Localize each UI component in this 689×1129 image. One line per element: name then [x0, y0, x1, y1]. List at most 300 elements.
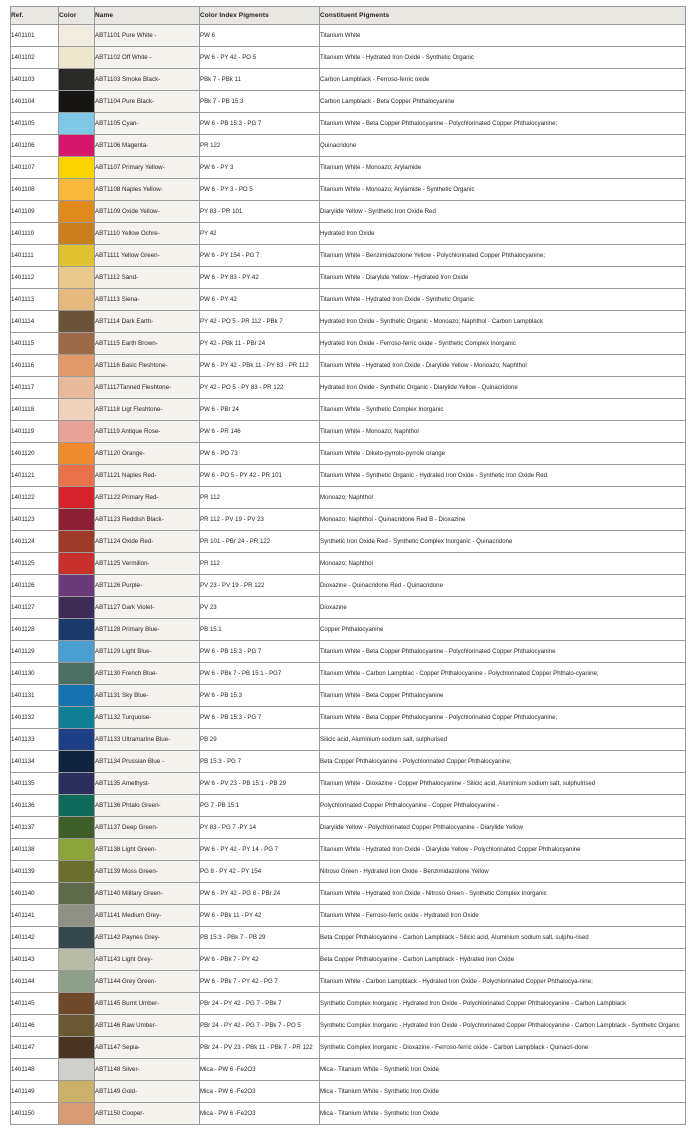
cell-color-swatch: [59, 817, 95, 839]
cell-constituent-pigments: Titanium White - Benzimidazolone Yellow - Polychlorinated Copper Phthalocyanine;: [320, 245, 686, 267]
cell-name: ABT1108 Naples Yellow-: [95, 179, 200, 201]
cell-name: ABT1129 Light Blue-: [95, 641, 200, 663]
cell-ref: 1401136: [11, 795, 59, 817]
cell-color-swatch: [59, 267, 95, 289]
table-row: [11, 861, 686, 883]
table-body: [11, 25, 686, 1125]
cell-color-swatch: [59, 135, 95, 157]
cell-name: ABT1104 Pure Black-: [95, 91, 200, 113]
color-swatch: [59, 773, 94, 794]
color-swatch: [59, 905, 94, 926]
cell-ref: 1401115: [11, 333, 59, 355]
cell-name: ABT1127 Dark Violet-: [95, 597, 200, 619]
table-row: [11, 157, 686, 179]
color-swatch: [59, 1037, 94, 1058]
color-swatch: [59, 311, 94, 332]
cell-color-swatch: [59, 773, 95, 795]
cell-ref: 1401114: [11, 311, 59, 333]
color-swatch: [59, 531, 94, 552]
cell-constituent-pigments: Titanium White - Carbon Lampblac - Copper Phthalocyanine - Polychlorinated Copper Phthalo-cyanine;: [320, 663, 686, 685]
cell-color-index-pigments: PW 6 - PV 23 - PB 15:1 - PB 29: [200, 773, 320, 795]
table-row: [11, 465, 686, 487]
cell-color-swatch: [59, 1015, 95, 1037]
cell-name: ABT1113 Siena-: [95, 289, 200, 311]
cell-name: ABT1140 Military Green-: [95, 883, 200, 905]
cell-constituent-pigments: Beta Copper Phthalocyanine - Polychlorinated Copper Phthalocyanine;: [320, 751, 686, 773]
cell-color-index-pigments: PW 6 - PY 42 - PG 8 - PBr 24: [200, 883, 320, 905]
cell-name: ABT1141 Medium Grey-: [95, 905, 200, 927]
cell-ref: 1401106: [11, 135, 59, 157]
cell-color-swatch: [59, 157, 95, 179]
cell-color-swatch: [59, 311, 95, 333]
cell-name: ABT1132 Turquoise-: [95, 707, 200, 729]
cell-color-swatch: [59, 223, 95, 245]
cell-ref: 1401135: [11, 773, 59, 795]
cell-ref: 1401108: [11, 179, 59, 201]
cell-name: ABT1116 Basic Fleshtone-: [95, 355, 200, 377]
table-row: [11, 685, 686, 707]
color-swatch: [59, 707, 94, 728]
table-row: [11, 267, 686, 289]
cell-name: ABT1110 Yellow Ochre-: [95, 223, 200, 245]
cell-name: ABT1148 Silver-: [95, 1059, 200, 1081]
cell-name: ABT1118 Ligt Fleshtone-: [95, 399, 200, 421]
cell-ref: 1401127: [11, 597, 59, 619]
table-row: [11, 443, 686, 465]
cell-color-swatch: [59, 289, 95, 311]
cell-constituent-pigments: Hydrated Iron Oxide - Synthetic Organic - Diarylide Yellow - Quinacridone: [320, 377, 686, 399]
cell-name: ABT1128 Primary Blue-: [95, 619, 200, 641]
table-row: [11, 69, 686, 91]
table-row: [11, 663, 686, 685]
cell-name: ABT1117Tanned Fleshtone-: [95, 377, 200, 399]
cell-ref: 1401126: [11, 575, 59, 597]
table-row: [11, 751, 686, 773]
table-row: [11, 905, 686, 927]
cell-color-index-pigments: PW 6 - PBk 7 - PB 15:1 - PG7: [200, 663, 320, 685]
color-swatch: [59, 1103, 94, 1124]
cell-color-swatch: [59, 91, 95, 113]
cell-name: ABT1131 Sky Blue-: [95, 685, 200, 707]
cell-constituent-pigments: Titanium White - Carbon Lampblack - Hydrated Iron Oxide - Polychlorinated Copper Phthalocya-nine;: [320, 971, 686, 993]
cell-color-swatch: [59, 949, 95, 971]
color-swatch: [59, 795, 94, 816]
cell-color-swatch: [59, 971, 95, 993]
cell-color-swatch: [59, 25, 95, 47]
cell-name: ABT1123 Reddish Black-: [95, 509, 200, 531]
cell-color-index-pigments: PG 7 -PB 15:1: [200, 795, 320, 817]
cell-ref: 1401103: [11, 69, 59, 91]
cell-color-index-pigments: PV 23: [200, 597, 320, 619]
column-header-color-index-pigments: Color Index Pigments: [200, 7, 320, 25]
cell-constituent-pigments: Beta Copper Phthalocyanine - Carbon Lampblack - Hydrated Iron Oxide: [320, 949, 686, 971]
cell-color-swatch: [59, 443, 95, 465]
cell-ref: 1401109: [11, 201, 59, 223]
cell-ref: 1401133: [11, 729, 59, 751]
cell-ref: 1401102: [11, 47, 59, 69]
cell-constituent-pigments: Titanium White - Synthetic Complex Inorganic: [320, 399, 686, 421]
cell-color-index-pigments: PBr 24 - PY 42 - PG 7 - PBk 7: [200, 993, 320, 1015]
cell-ref: 1401110: [11, 223, 59, 245]
cell-color-index-pigments: PR 112: [200, 553, 320, 575]
cell-name: ABT1150 Cooper-: [95, 1103, 200, 1125]
table-row: [11, 795, 686, 817]
cell-color-swatch: [59, 619, 95, 641]
cell-constituent-pigments: Diarylide Yellow - Polychlorinated Copper Phthalocyanine - Diarylide Yellow: [320, 817, 686, 839]
cell-name: ABT1139 Moss Green-: [95, 861, 200, 883]
cell-color-index-pigments: PW 6 - PY 3 - PO 5: [200, 179, 320, 201]
cell-name: ABT1107 Primary Yellow-: [95, 157, 200, 179]
cell-color-index-pigments: PV 23 - PV 19 - PR 122: [200, 575, 320, 597]
cell-ref: 1401117: [11, 377, 59, 399]
color-swatch: [59, 487, 94, 508]
cell-name: ABT1133 Ultramarine Blue-: [95, 729, 200, 751]
cell-constituent-pigments: Titanium White - Diarylide Yellow - Hydrated Iron Oxide: [320, 267, 686, 289]
cell-constituent-pigments: Titanium White - Synthetic Organic - Hydrated Iron Oxide - Synthetic Iron Oxide Red: [320, 465, 686, 487]
cell-color-swatch: [59, 245, 95, 267]
cell-name: ABT1120 Orange-: [95, 443, 200, 465]
cell-color-index-pigments: PW 6 - PY 83 - PY 42: [200, 267, 320, 289]
cell-constituent-pigments: Hydrated Iron Oxide: [320, 223, 686, 245]
cell-ref: 1401139: [11, 861, 59, 883]
cell-constituent-pigments: Hydrated Iron Oxide - Ferroso-ferric oxide - Synthetic Complex Inorganic: [320, 333, 686, 355]
cell-color-index-pigments: PW 6 - PBk 7 - PY 42 - PG 7: [200, 971, 320, 993]
cell-color-index-pigments: PW 6: [200, 25, 320, 47]
cell-color-index-pigments: PW 6 - PO 5 - PY 42 - PR 101: [200, 465, 320, 487]
cell-constituent-pigments: Mica - Titanium White - Synthetic Iron Oxide: [320, 1103, 686, 1125]
cell-color-index-pigments: PW 6 - PY 3: [200, 157, 320, 179]
table-row: [11, 949, 686, 971]
column-header-ref: Ref.: [11, 7, 59, 25]
cell-color-swatch: [59, 707, 95, 729]
table-row: [11, 971, 686, 993]
table-row: [11, 773, 686, 795]
cell-color-index-pigments: PW 6 - PO 73: [200, 443, 320, 465]
cell-ref: 1401120: [11, 443, 59, 465]
cell-constituent-pigments: Monoazo; Naphthol: [320, 553, 686, 575]
cell-color-swatch: [59, 69, 95, 91]
cell-color-swatch: [59, 553, 95, 575]
cell-color-index-pigments: PW 6 - PB 15:3: [200, 685, 320, 707]
cell-constituent-pigments: Titanium White - Monoazo; Arylamide: [320, 157, 686, 179]
cell-color-index-pigments: PR 112: [200, 487, 320, 509]
cell-color-swatch: [59, 465, 95, 487]
cell-name: ABT1145 Burnt Umber-: [95, 993, 200, 1015]
cell-color-index-pigments: PB 29: [200, 729, 320, 751]
color-swatch: [59, 91, 94, 112]
table-row: [11, 289, 686, 311]
color-swatch: [59, 597, 94, 618]
cell-color-swatch: [59, 729, 95, 751]
cell-name: ABT1144 Grey Green-: [95, 971, 200, 993]
cell-color-index-pigments: PY 42: [200, 223, 320, 245]
cell-name: ABT1109 Oxide Yellow-: [95, 201, 200, 223]
cell-color-index-pigments: PB 15:3 - PG 7: [200, 751, 320, 773]
cell-color-swatch: [59, 993, 95, 1015]
cell-ref: 1401111: [11, 245, 59, 267]
cell-color-index-pigments: PW 6 - PR 146: [200, 421, 320, 443]
cell-constituent-pigments: Monoazo; Naphthol - Quinacridone Red B - Dioxazine: [320, 509, 686, 531]
cell-ref: 1401149: [11, 1081, 59, 1103]
cell-ref: 1401131: [11, 685, 59, 707]
table-row: [11, 333, 686, 355]
color-swatch: [59, 355, 94, 376]
cell-ref: 1401147: [11, 1037, 59, 1059]
table-row: [11, 245, 686, 267]
cell-ref: 1401125: [11, 553, 59, 575]
table-row: [11, 1037, 686, 1059]
table-row: [11, 707, 686, 729]
cell-color-swatch: [59, 377, 95, 399]
cell-ref: 1401118: [11, 399, 59, 421]
table-row: [11, 1081, 686, 1103]
cell-name: ABT1135 Amethyst-: [95, 773, 200, 795]
cell-name: ABT1138 Light Green-: [95, 839, 200, 861]
color-swatch: [59, 157, 94, 178]
cell-ref: 1401105: [11, 113, 59, 135]
color-swatch: [59, 839, 94, 860]
cell-constituent-pigments: Titanium White - Hydrated Iron Oxide - Diarylide Yellow - Monoazo; Naphthol: [320, 355, 686, 377]
cell-constituent-pigments: Titanium White - Beta Copper Phthalocyanine - Polychlorinated Copper Phthalocyanine;: [320, 113, 686, 135]
table-row: [11, 993, 686, 1015]
color-swatch: [59, 377, 94, 398]
cell-ref: 1401122: [11, 487, 59, 509]
color-swatch: [59, 751, 94, 772]
column-header-name: Name: [95, 7, 200, 25]
color-swatch: [59, 949, 94, 970]
cell-color-index-pigments: PBr 24 - PV 23 - PBk 11 - PBk 7 - PR 122: [200, 1037, 320, 1059]
color-swatch: [59, 685, 94, 706]
cell-color-swatch: [59, 685, 95, 707]
cell-color-swatch: [59, 883, 95, 905]
cell-color-swatch: [59, 509, 95, 531]
cell-color-swatch: [59, 333, 95, 355]
table-header: [11, 7, 686, 25]
table-header-row: [11, 7, 686, 25]
color-swatch: [59, 971, 94, 992]
cell-ref: 1401116: [11, 355, 59, 377]
table-row: [11, 377, 686, 399]
cell-color-index-pigments: Mica - PW 6 -Fe2O3: [200, 1059, 320, 1081]
cell-constituent-pigments: Nitroso Green - Hydrated Iron Oxide - Benzimidazolone Yellow: [320, 861, 686, 883]
table-row: [11, 619, 686, 641]
color-swatch: [59, 69, 94, 90]
color-swatch: [59, 619, 94, 640]
cell-ref: 1401132: [11, 707, 59, 729]
cell-constituent-pigments: Synthetic Iron Oxide Red - Synthetic Complex Inorganic - Quinacridone: [320, 531, 686, 553]
cell-color-index-pigments: PW 6 - PB 15:3 - PG 7: [200, 707, 320, 729]
cell-ref: 1401148: [11, 1059, 59, 1081]
cell-ref: 1401129: [11, 641, 59, 663]
table-row: [11, 399, 686, 421]
color-swatch: [59, 289, 94, 310]
cell-constituent-pigments: Monoazo; Naphthol: [320, 487, 686, 509]
cell-ref: 1401143: [11, 949, 59, 971]
cell-color-swatch: [59, 113, 95, 135]
cell-color-swatch: [59, 47, 95, 69]
cell-constituent-pigments: Beta Copper Phthalocyanine - Carbon Lampblack - Silicic acid, Aluminium sodium salt, sulphu-rised: [320, 927, 686, 949]
table-row: [11, 531, 686, 553]
cell-ref: 1401121: [11, 465, 59, 487]
cell-color-index-pigments: PW 6 - PY 42 - PY 14 - PG 7: [200, 839, 320, 861]
cell-color-swatch: [59, 487, 95, 509]
cell-ref: 1401119: [11, 421, 59, 443]
cell-ref: 1401134: [11, 751, 59, 773]
cell-ref: 1401107: [11, 157, 59, 179]
cell-color-index-pigments: PG 8 - PY 42 - PY 154: [200, 861, 320, 883]
color-swatch: [59, 1059, 94, 1080]
cell-color-index-pigments: PR 101 - PBr 24 - PR 122: [200, 531, 320, 553]
table-row: [11, 1059, 686, 1081]
cell-color-swatch: [59, 1103, 95, 1125]
color-swatch: [59, 927, 94, 948]
cell-color-index-pigments: Mica - PW 6 -Fe2O3: [200, 1103, 320, 1125]
table-row: [11, 223, 686, 245]
cell-color-index-pigments: PW 6 - PY 154 - PG 7: [200, 245, 320, 267]
color-swatch: [59, 113, 94, 134]
cell-color-index-pigments: PW 6 - PY 42 - PBk 11 - PY 83 - PR 112: [200, 355, 320, 377]
cell-constituent-pigments: Titanium White - Beta Copper Phthalocyanine - Polychlorinated Copper Phthalocyanine;: [320, 707, 686, 729]
cell-constituent-pigments: Quinacridone: [320, 135, 686, 157]
table-row: [11, 597, 686, 619]
cell-ref: 1401113: [11, 289, 59, 311]
cell-color-swatch: [59, 905, 95, 927]
cell-color-swatch: [59, 201, 95, 223]
column-header-constituent-pigments: Constituent Pigments: [320, 7, 686, 25]
color-swatch: [59, 25, 94, 46]
table-row: [11, 113, 686, 135]
cell-constituent-pigments: Dioxazine: [320, 597, 686, 619]
color-swatch: [59, 333, 94, 354]
cell-color-index-pigments: PB 15:3 - PBk 7 - PB 29: [200, 927, 320, 949]
cell-color-index-pigments: PY 83 - PG 7 -PY 14: [200, 817, 320, 839]
cell-ref: 1401104: [11, 91, 59, 113]
cell-color-swatch: [59, 751, 95, 773]
table-row: [11, 839, 686, 861]
cell-color-index-pigments: PW 6 - PBr 24: [200, 399, 320, 421]
color-swatch: [59, 641, 94, 662]
cell-color-index-pigments: PBk 7 - PB 15:3: [200, 91, 320, 113]
cell-color-index-pigments: PBk 7 - PBk 11: [200, 69, 320, 91]
cell-constituent-pigments: Copper Phthalocyanine: [320, 619, 686, 641]
table-row: [11, 135, 686, 157]
cell-constituent-pigments: Titanium White - Dioxazine - Copper Phthalocyanine - Silicic acid, Aluminium sodium salt, sulphulrised: [320, 773, 686, 795]
cell-color-index-pigments: PW 6 - PY 42: [200, 289, 320, 311]
table-row: [11, 1015, 686, 1037]
cell-constituent-pigments: Titanium White - Beta Copper Phthalocyanine: [320, 685, 686, 707]
cell-name: ABT1115 Earth Brown-: [95, 333, 200, 355]
cell-constituent-pigments: Titanium White - Beta Copper Phthalocyanine - Polychlorinated Copper Phthalocyanine: [320, 641, 686, 663]
cell-name: ABT1105 Cyan-: [95, 113, 200, 135]
color-swatch: [59, 817, 94, 838]
cell-color-index-pigments: PR 112 - PV 19 - PV 23: [200, 509, 320, 531]
cell-ref: 1401130: [11, 663, 59, 685]
table-row: [11, 47, 686, 69]
cell-ref: 1401150: [11, 1103, 59, 1125]
cell-color-index-pigments: PW 6 - PBk 7 - PY 42: [200, 949, 320, 971]
table-row: [11, 201, 686, 223]
column-header-color: Color: [59, 7, 95, 25]
cell-color-swatch: [59, 839, 95, 861]
color-swatch: [59, 47, 94, 68]
cell-constituent-pigments: Mica - Titanium White - Synthetic Iron Oxide: [320, 1081, 686, 1103]
cell-constituent-pigments: Silicic acid, Aluminium sodium salt, sulphurised: [320, 729, 686, 751]
table-row: [11, 729, 686, 751]
cell-constituent-pigments: Mica - Titanium White - Synthetic Iron Oxide: [320, 1059, 686, 1081]
cell-color-swatch: [59, 179, 95, 201]
color-swatch: [59, 135, 94, 156]
cell-name: ABT1136 Phtalo Green-: [95, 795, 200, 817]
cell-name: ABT1102 Off White -: [95, 47, 200, 69]
table-row: [11, 421, 686, 443]
cell-color-index-pigments: PW 6 - PB 15:3 - PG 7: [200, 641, 320, 663]
cell-ref: 1401140: [11, 883, 59, 905]
color-swatch: [59, 883, 94, 904]
cell-name: ABT1134 Prussian Blue -: [95, 751, 200, 773]
cell-constituent-pigments: Titanium White - Hydrated Iron Oxide - Synthetic Organic: [320, 47, 686, 69]
color-swatch: [59, 179, 94, 200]
cell-name: ABT1122 Primary Red-: [95, 487, 200, 509]
cell-color-index-pigments: PY 42 - PO 5 - PR 112 - PBk 7: [200, 311, 320, 333]
color-swatch: [59, 509, 94, 530]
cell-name: ABT1119 Antique Rose-: [95, 421, 200, 443]
cell-color-swatch: [59, 421, 95, 443]
cell-name: ABT1111 Yellow Green-: [95, 245, 200, 267]
cell-ref: 1401142: [11, 927, 59, 949]
color-swatch: [59, 201, 94, 222]
cell-constituent-pigments: Polychlorinated Copper Phthalocyanine - Copper Phthalocyanine -: [320, 795, 686, 817]
cell-color-swatch: [59, 531, 95, 553]
color-swatch: [59, 421, 94, 442]
table-row: [11, 575, 686, 597]
cell-color-swatch: [59, 1059, 95, 1081]
cell-color-index-pigments: Mica - PW 6 -Fe2O3: [200, 1081, 320, 1103]
table-row: [11, 883, 686, 905]
cell-color-index-pigments: PB 15:1: [200, 619, 320, 641]
color-swatch: [59, 663, 94, 684]
cell-color-swatch: [59, 597, 95, 619]
table-row: [11, 311, 686, 333]
cell-constituent-pigments: Titanium White: [320, 25, 686, 47]
cell-name: ABT1143 Light Grey-: [95, 949, 200, 971]
cell-name: ABT1106 Magenta-: [95, 135, 200, 157]
cell-color-swatch: [59, 355, 95, 377]
cell-constituent-pigments: Titanium White - Monoazo; Arylamide - Synthetic Organic: [320, 179, 686, 201]
table-row: [11, 817, 686, 839]
cell-color-swatch: [59, 927, 95, 949]
cell-name: ABT1147 Sepia-: [95, 1037, 200, 1059]
cell-constituent-pigments: Carbon Lampblack - Ferroso-ferric oxide: [320, 69, 686, 91]
table-row: [11, 25, 686, 47]
cell-ref: 1401141: [11, 905, 59, 927]
color-swatch: [59, 993, 94, 1014]
table-row: [11, 179, 686, 201]
cell-color-swatch: [59, 663, 95, 685]
cell-constituent-pigments: Carbon Lampblack - Beta Copper Phthalocyanine: [320, 91, 686, 113]
cell-constituent-pigments: Diarylide Yellow - Synthetic Iron Oxide Red: [320, 201, 686, 223]
cell-color-swatch: [59, 1081, 95, 1103]
cell-color-swatch: [59, 861, 95, 883]
cell-name: ABT1125 Vermilion-: [95, 553, 200, 575]
cell-name: ABT1114 Dark Earth-: [95, 311, 200, 333]
color-swatch: [59, 1015, 94, 1036]
cell-constituent-pigments: Titanium White - Hydrated Iron Oxide - Synthetic Organic: [320, 289, 686, 311]
cell-constituent-pigments: Hydrated Iron Oxide - Synthetic Organic - Monoazo; Naphthol - Carbon Lampblack: [320, 311, 686, 333]
color-swatch: [59, 267, 94, 288]
cell-color-index-pigments: PY 42 - PBk 11 - PBr 24: [200, 333, 320, 355]
table-row: [11, 355, 686, 377]
cell-ref: 1401128: [11, 619, 59, 641]
